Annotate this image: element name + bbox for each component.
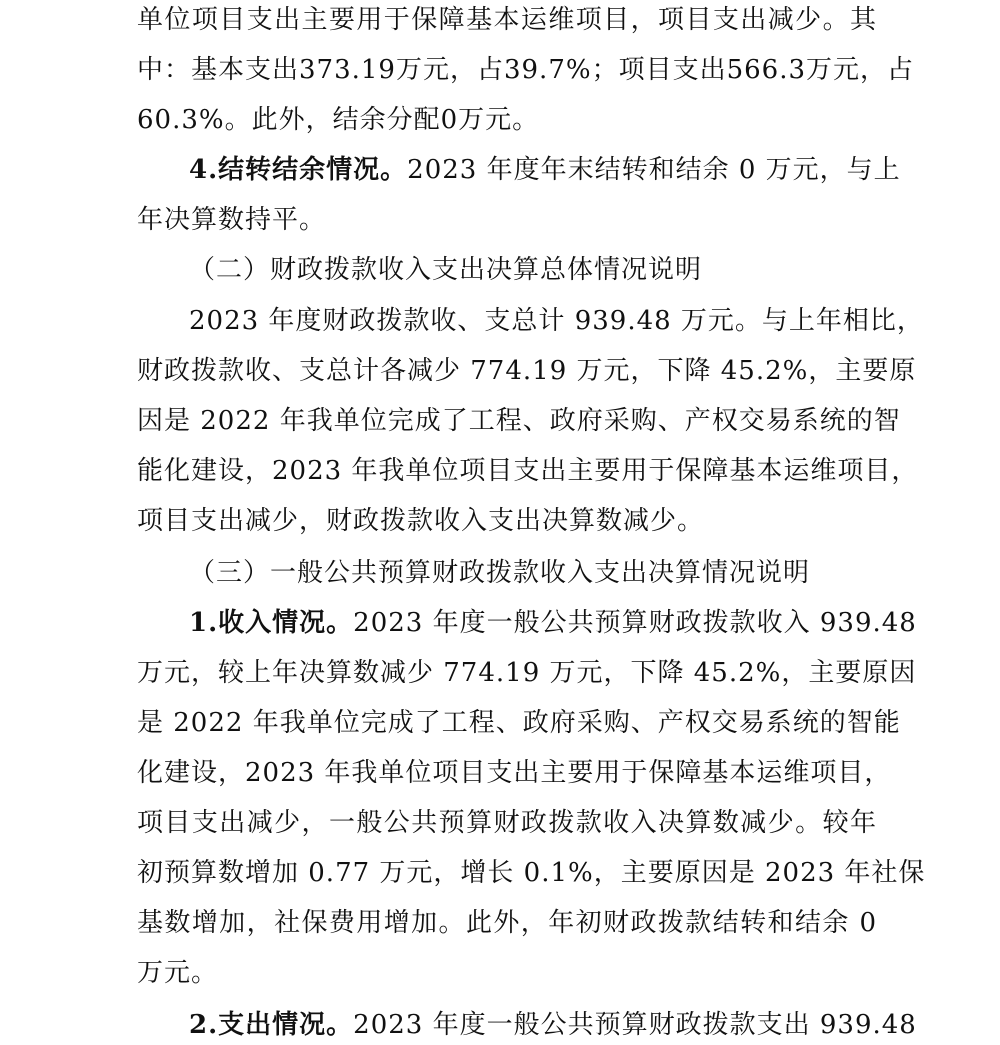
body-text-line: 是 2022 年我单位完成了工程、政府采购、产权交易系统的智能 [137,708,901,738]
body-text-line: 项目支出减少，一般公共预算财政拨款收入决算数减少。较年 [137,808,877,838]
body-text-line: 基数增加，社保费用增加。此外，年初财政拨款结转和结余 0 [137,908,877,938]
expense-paragraph-start [189,1005,917,1045]
income-text: 2023 年度一般公共预算财政拨款收入 939.48 [353,608,917,638]
body-text-line: 年决算数持平。 [137,205,327,235]
body-text-line: 万元。 [137,958,219,988]
income-label: 1.收入情况。 [189,608,354,638]
body-text-line: 60.3%。此外，结余分配0万元。 [137,105,540,135]
body-text-line: 能化建设，2023 年我单位项目支出主要用于保障基本运维项目， [137,456,919,486]
section-heading-3: （三）一般公共预算财政拨款收入支出决算情况说明 [189,558,811,588]
body-text-line: 万元，较上年决算数减少 774.19 万元，下降 45.2%，主要原因 [137,658,917,688]
body-text-line: 中：基本支出373.19万元，占39.7%；项目支出566.3万元，占 [137,55,915,85]
body-text-line: 单位项目支出主要用于保障基本运维项目，项目支出减少。其 [137,5,877,35]
income-paragraph-start [189,603,917,643]
body-text-line: 财政拨款收、支总计各减少 774.19 万元，下降 45.2%，主要原 [137,356,917,386]
section-heading-2: （二）财政拨款收入支出决算总体情况说明 [189,255,703,285]
body-text-line: 2023 年度财政拨款收、支总计 939.48 万元。与上年相比， [189,306,924,336]
body-text-line: 初预算数增加 0.77 万元，增长 0.1%，主要原因是 2023 年社保 [137,858,926,888]
expense-text: 2023 年度一般公共预算财政拨款支出 939.48 [353,1010,917,1040]
carryover-paragraph-start [189,150,901,190]
body-text-line: 项目支出减少，财政拨款收入支出决算数减少。 [137,506,705,536]
carryover-text: 2023 年度年末结转和结余 0 万元，与上 [407,155,901,185]
carryover-label: 4.结转结余情况。 [189,155,408,185]
body-text-line: 化建设，2023 年我单位项目支出主要用于保障基本运维项目， [137,758,892,788]
body-text-line: 因是 2022 年我单位完成了工程、政府采购、产权交易系统的智 [137,406,901,436]
expense-label: 2.支出情况。 [189,1010,354,1040]
